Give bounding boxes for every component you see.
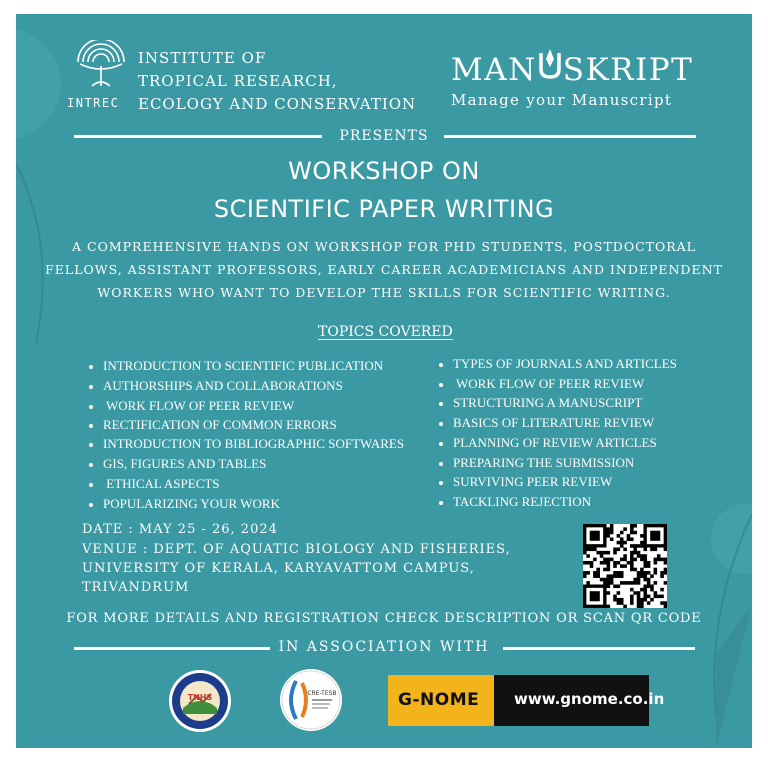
presents-label: PRESENTS xyxy=(339,128,429,144)
topic-item xyxy=(439,356,677,372)
bullet-icon xyxy=(439,501,443,505)
topic-label: PLANNING OF REVIEW ARTICLES xyxy=(453,435,657,450)
event-date: DATE : MAY 25 - 26, 2024 xyxy=(82,522,278,537)
topic-item xyxy=(89,378,343,394)
bullet-icon xyxy=(89,424,93,428)
venue-line-1: VENUE : DEPT. OF AQUATIC BIOLOGY AND FISHERIES, xyxy=(82,542,511,557)
topic-label: BASICS OF LITERATURE REVIEW xyxy=(453,415,655,430)
title-line-1: WORKSHOP ON xyxy=(288,157,480,185)
registration-cta: FOR MORE DETAILS AND REGISTRATION CHECK DESCRIPTION OR SCAN QR CODE xyxy=(66,611,702,626)
bullet-icon xyxy=(439,422,443,426)
association-label: IN ASSOCIATION WITH xyxy=(278,639,490,655)
topic-item xyxy=(439,435,657,451)
topics-heading: TOPICS COVERED xyxy=(318,324,453,340)
topic-label: RECTIFICATION OF COMMON ERRORS xyxy=(103,417,337,432)
brand-name-left: MAN xyxy=(451,52,537,88)
divider-right-presents xyxy=(444,135,696,138)
topic-item xyxy=(89,417,337,433)
topic-item xyxy=(439,376,644,392)
registration-qr-code[interactable] xyxy=(583,524,667,608)
bullet-icon xyxy=(439,462,443,466)
topic-label: AUTHORSHIPS AND COLLABORATIONS xyxy=(103,378,343,393)
topic-item xyxy=(89,496,280,512)
topic-label: SURVIVING PEER REVIEW xyxy=(453,474,613,489)
bullet-icon xyxy=(89,385,93,389)
intrec-short-name: INTREC xyxy=(67,96,120,110)
intrec-logo-icon xyxy=(74,40,128,96)
topic-item xyxy=(439,474,612,490)
topic-item xyxy=(439,415,654,431)
gnome-banner xyxy=(388,675,665,726)
bullet-icon xyxy=(439,481,443,485)
topic-item xyxy=(89,456,266,472)
bullet-icon xyxy=(89,483,93,487)
qr-code-icon xyxy=(583,524,667,608)
bullet-icon xyxy=(439,363,443,367)
topic-item xyxy=(439,395,642,411)
tnhs-logo xyxy=(169,670,231,732)
bullet-icon xyxy=(89,443,93,447)
topic-label: ETHICAL ASPECTS xyxy=(103,476,220,491)
topic-label: STRUCTURING A MANUSCRIPT xyxy=(453,395,643,410)
title-line-2: SCIENTIFIC PAPER WRITING xyxy=(213,195,555,223)
topic-label: WORK FLOW OF PEER REVIEW xyxy=(453,376,645,391)
topic-label: INTRODUCTION TO SCIENTIFIC PUBLICATION xyxy=(103,358,384,373)
cre-tesb-logo-text: CRE-TESB xyxy=(307,690,337,697)
tnhs-logo-text: TNHS xyxy=(187,693,213,702)
org-name-line-2: TROPICAL RESEARCH, xyxy=(138,72,338,90)
org-name-line-1: INSTITUTE OF xyxy=(138,49,267,67)
bullet-icon xyxy=(89,405,93,409)
bullet-icon xyxy=(439,442,443,446)
manuskript-logo xyxy=(451,52,693,88)
description-line-2: FELLOWS, ASSISTANT PROFESSORS, EARLY CAREER ACADEMICIANS AND INDEPENDENT xyxy=(45,262,723,277)
brand-name-right: SKRIPT xyxy=(562,52,694,88)
bullet-icon xyxy=(89,463,93,467)
pen-nib-icon xyxy=(537,53,563,83)
org-name-line-3: ECOLOGY AND CONSERVATION xyxy=(138,95,417,113)
poster xyxy=(16,14,752,748)
bullet-icon xyxy=(89,365,93,369)
topic-label: WORK FLOW OF PEER REVIEW xyxy=(103,398,295,413)
venue-line-3: TRIVANDRUM xyxy=(82,580,190,595)
bullet-icon xyxy=(439,383,443,387)
topic-item xyxy=(89,436,404,452)
topic-label: INTRODUCTION TO BIBLIOGRAPHIC SOFTWARES xyxy=(103,436,405,451)
description-line-3: WORKERS WHO WANT TO DEVELOP THE SKILLS FOR SCIENTIFIC WRITING. xyxy=(97,285,671,300)
topic-label: TACKLING REJECTION xyxy=(453,494,591,509)
gnome-name: G-NOME xyxy=(398,690,480,710)
divider-right-association xyxy=(503,647,695,650)
bullet-icon xyxy=(89,503,93,507)
topic-label: POPULARIZING YOUR WORK xyxy=(103,496,280,511)
cre-tesb-logo xyxy=(280,669,342,731)
topic-label: GIS, FIGURES AND TABLES xyxy=(103,456,267,471)
brand-tagline: Manage your Manuscript xyxy=(451,91,673,109)
topic-item xyxy=(89,358,383,374)
topic-item xyxy=(89,398,294,414)
description-line-1: A COMPREHENSIVE HANDS ON WORKSHOP FOR PHD STUDENTS, POSTDOCTORAL xyxy=(72,239,696,254)
topic-item xyxy=(439,455,634,471)
venue-line-2: UNIVERSITY OF KERALA, KARYAVATTOM CAMPUS, xyxy=(82,561,475,576)
topic-item xyxy=(439,494,591,510)
topic-label: TYPES OF JOURNALS AND ARTICLES xyxy=(453,356,677,371)
topic-label: PREPARING THE SUBMISSION xyxy=(453,455,635,470)
bullet-icon xyxy=(439,402,443,406)
gnome-url[interactable]: www.gnome.co.in xyxy=(514,690,665,708)
topic-item xyxy=(89,476,220,492)
